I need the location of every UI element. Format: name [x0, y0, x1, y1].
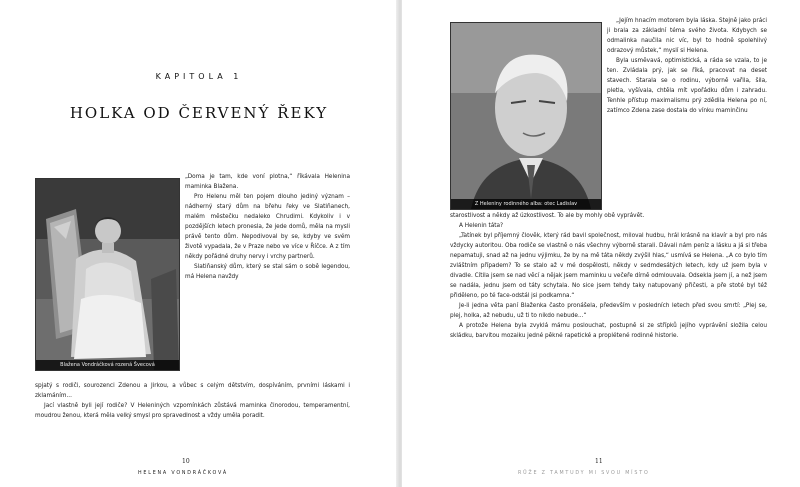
left-page	[0, 0, 398, 487]
page-number: 10	[182, 458, 190, 465]
text-column-full	[35, 380, 350, 420]
photo-caption: Blažena Vondráčková rozená Švecová	[36, 360, 179, 370]
paragraph: „Tatínek byl příjemný člověk, který rád bavil společnost, miloval hudbu, hrál krásně na klavír a byl pro nás vždycky autoritou. Oba rodiče se vlastně o nás všechny výborně starali. Dávali nám peníz a lásku a já si třeba nepamatuji, snad až na jednu výjimku, že by na mě táta někdy zvýšil hlas,“ usmívá se Helena. „A co bylo tím zvláštním případem? To se stalo až v mé dospělosti, někdy v sedmdesátých letech, kdy už jsem byla v divadle. Cítila jsem se nad věcí a nějak jsem maminku u večeře dírně odmlouvala. Odsekla jsem jí, a než jsem se nadála, jednu jsem od táty schytala. No sice jsem tehdy taky natupovaný přičesti, a pře stoté byl též přiděleno, po té face-odstál jsi podkamna.“	[450, 231, 767, 299]
paragraph: Jací vlastně byli její rodiče? V Heleniných vzpomínkách zůstává maminka činorodou, temperamentní, moudrou ženou, která měla velký smysl pro spravedlnost a vždy uměla poradit.	[35, 401, 350, 419]
text-column-beside-photo	[185, 171, 350, 281]
paragraph: „Doma je tam, kde voní plotna,“ říkávala Helenina maminka Blažena.	[185, 172, 350, 190]
photo-blazena-image	[36, 179, 179, 370]
paragraph: Byla usměvavá, optimistická, a ráda se vzala, to je ten. Zvládala prý, jak se říká, pracovat na deset stavech. Starala se o rodinu, výborně vařila, šila, pletla, vyšívala, chtěla mít vpořádku dům i zahradu. Tenhle přístup maximalismu prý zdědila Helena po ní, zatímco Zdena zase dostala do vínku maminčinu	[607, 56, 767, 114]
running-head: RŮŽE Z TAMTUDY MI SVOU MÍSTO	[518, 471, 650, 476]
chapter-title: HOLKA OD ČERVENÝ ŘEKY	[69, 104, 329, 122]
paragraph: A Helenin táta?	[459, 221, 504, 229]
page-number: 11	[595, 458, 603, 465]
paragraph: spjatý s rodiči, sourozenci Zdenou a Jirkou, a vůbec s celým dětstvím, dospíváním, prvními láskami i zklamáním...	[35, 381, 350, 399]
paragraph: „Jejím hnacím motorem byla láska. Stejně jako práci ji brala za základní téma svého života. Kdybych se odmalinka naučila nic víc, byl to hodně spolehlivý odrazový můstek,“ myslí si Helena.	[607, 16, 767, 54]
text-column-beside-photo	[607, 15, 767, 115]
text-column-full	[450, 210, 767, 340]
chapter-label: KAPITOLA 1	[155, 72, 243, 81]
paragraph: starostlivost a někdy až úzkostlivost. To ale by mohly obě vyprávět.	[450, 211, 645, 219]
running-head: HELENA VONDRÁČKOVÁ	[138, 471, 228, 476]
photo-blazena	[35, 178, 180, 371]
paragraph: Slatiňanský dům, který se stal sám o sobě legendou, má Helena navždy	[185, 262, 350, 280]
photo-ladislav	[450, 22, 602, 210]
right-page	[402, 0, 800, 487]
photo-caption: Z Heleniny rodinného alba: otec Ladislav	[451, 199, 601, 209]
paragraph: A protože Helena byla zvyklá mámu poslouchat, postupně si ze střípků jejího vyprávění složila celou skládku, barvitou mozaiku jedné pěkné rapetické a proplétené rodinné historie.	[450, 321, 767, 339]
paragraph: Pro Helenu měl ten pojem dlouho jediný význam – nádherný starý dům na břehu řeky ve Slatiňanech, malém městečku nedaleko Chrudimi. Kdykoliv i v pozdějších letech pronesla, že jede domů, měla na mysli právě tento dům. Nepodivoval by se, kdyby ve svém životě vypadala, že v Praze nebo ve více v Říčce. A z tím někdy pořádné druhy nervy i vrchy partnerů.	[185, 192, 350, 260]
photo-ladislav-image	[451, 23, 601, 209]
paragraph: Je-li jedna věta paní Blaženka často pronášela, především v posledních letech před svou smrtí: „Plej se, plej, holka, až nebudu, už ti to nikdo nebude...“	[450, 301, 767, 319]
